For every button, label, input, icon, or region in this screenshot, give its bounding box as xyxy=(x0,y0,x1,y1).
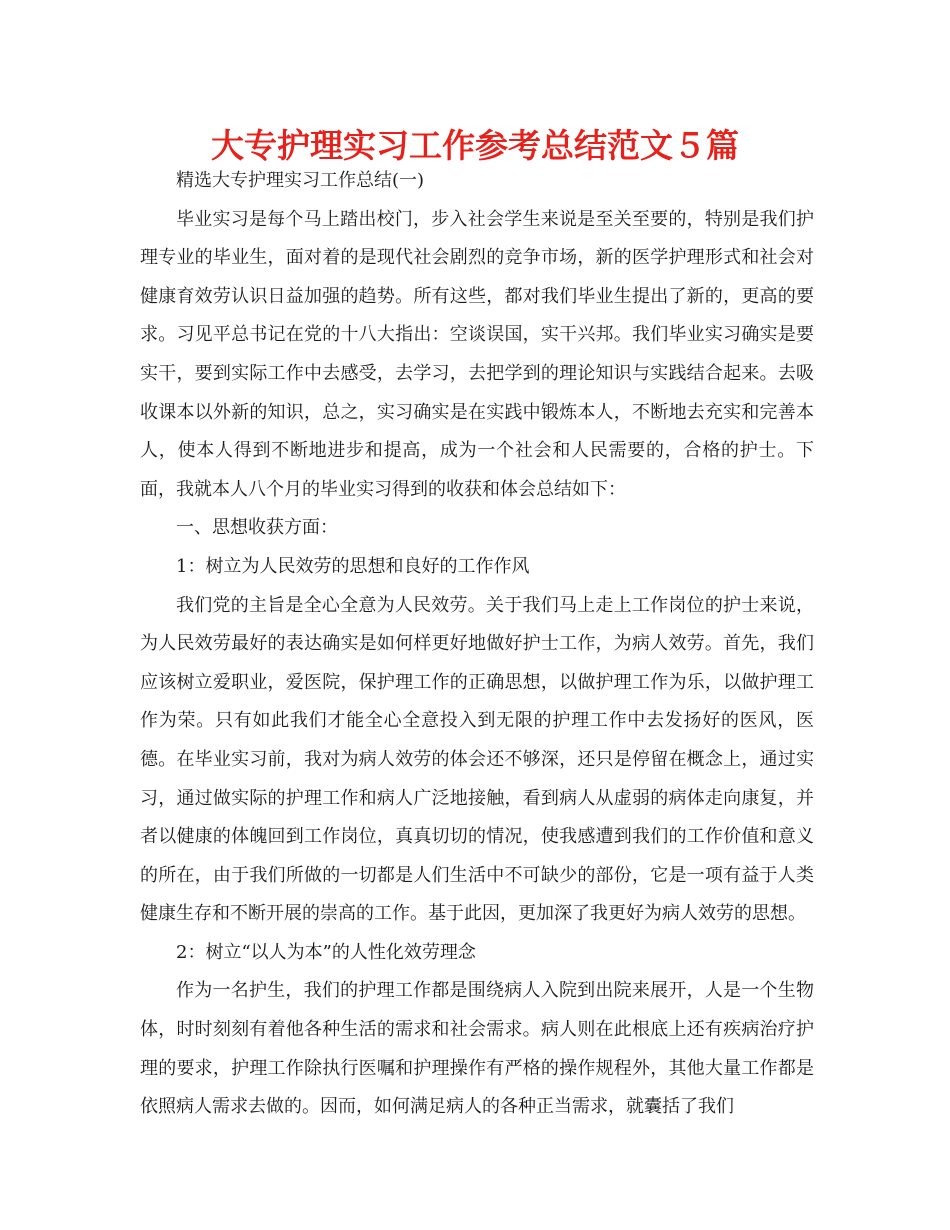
body-paragraph: 作为一名护生，我们的护理工作都是围绕病人入院到出院来展开，人是一个生物体，时时刻刻有着他各种生活的需求和社会需求。病人则在此根底上还有疾病治疗护理的要求，护理工作除执行医嘱和护理操作有严格的操作规程外，其他大量工作都是依照病人需求去做的。因而，如何满足病人的各种正当需求，就囊括了我们 xyxy=(140,980,814,1118)
subsection-heading: 2：树立“以人为本”的人性化效劳理念 xyxy=(176,941,476,963)
document-title: 大专护理实习工作参考总结范文５篇 xyxy=(211,126,739,165)
body-paragraph: 毕业实习是每个马上踏出校门，步入社会学生来说是至关至要的，特别是我们护理专业的毕业生，面对着的是现代社会剧烈的竞争市场，新的医学护理形式和社会对健康育效劳认识日益加强的趋势。所有这些，都对我们毕业生提出了新的，更高的要求。习见平总书记在党的十八大指出：空谈误国，实干兴邦。我们毕业实习确实是要实干，要到实际工作中去感受，去学习，去把学到的理论知识与实践结合起来。去吸收课本以外新的知识，总之，实习确实是在实践中锻炼本人，不断地去充实和完善本人，使本人得到不断地进步和提高，成为一个社会和人民需要的，合格的护士。下面，我就本人八个月的毕业实习得到的收获和体会总结如下： xyxy=(140,208,814,500)
body-paragraph: 我们党的主旨是全心全意为人民效劳。关于我们马上走上工作岗位的护士来说，为人民效劳最好的表达确实是如何样更好地做好护士工作，为病人效劳。首先，我们应该树立爱职业，爱医院，保护理工作的正确思想，以做护理工作为乐，以做护理工作为荣。只有如此我们才能全心全意投入到无限的护理工作中去发扬好的医风，医德。在毕业实习前，我对为病人效劳的体会还不够深，还只是停留在概念上，通过实习，通过做实际的护理工作和病人广泛地接触，看到病人从虚弱的病体走向康复，并者以健康的体魄回到工作岗位，真真切切的情况，使我感遭到我们的工作价值和意义的所在，由于我们所做的一切都是人们生活中不可缺少的部份，它是一项有益于人类健康生存和不断开展的崇高的工作。基于此因，更加深了我更好为病人效劳的思想。 xyxy=(140,594,814,925)
subsection-heading: 1：树立为人民效劳的思想和良好的工作作风 xyxy=(176,555,530,577)
section-heading: 精选大专护理实习工作总结(一) xyxy=(176,170,425,191)
document-body xyxy=(140,162,814,1127)
section-heading: 一、思想收获方面： xyxy=(176,517,338,539)
